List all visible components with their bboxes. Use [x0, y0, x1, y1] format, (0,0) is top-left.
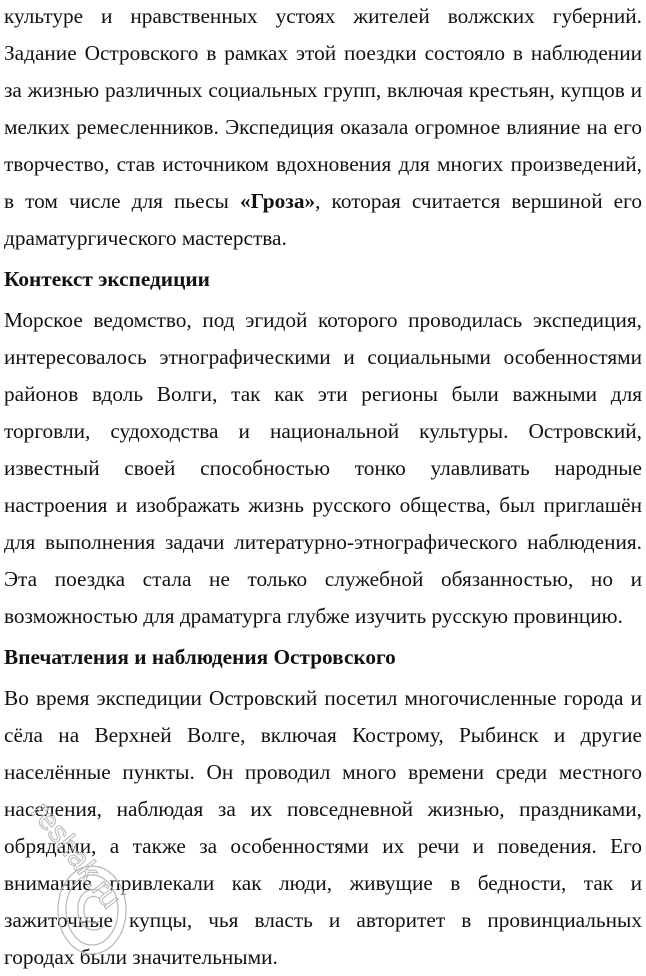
- section-paragraph-impressions: Во время экспедиции Островский посетил многочисленные города и сёла на Верхней Волге, включая Кострому, Рыбинск и другие населённые пункты. Он проводил много времени среди местного населения, наблюдая за их повседневной жизнью, праздниками, обрядами, а также за особенностями их речи и поведения. Его внимание привлекали как люди, живущие в бедности, так и зажиточные купцы, чья власть и авторитет в провинциальных городах были значительными.: [4, 686, 642, 969]
- section-heading-expedition-context: Контекст экспедиции: [4, 267, 210, 291]
- intro-paragraph: [4, 0, 642, 257]
- section-heading-impressions: Впечатления и наблюдения Островского: [4, 645, 396, 669]
- document-page: [4, 0, 642, 976]
- play-title-groza: «Гроза»: [239, 189, 316, 213]
- intro-text-after: , которая считается вершиной его драматургического мастерства.: [4, 189, 642, 250]
- section-paragraph-expedition-context: Морское ведомство, под эгидой которого проводилась экспедиция, интересовалось этнографическими и социальными особенностями районов вдоль Волги, так как эти регионы были важными для торговли, судоходства и национальной культуры. Островский, известный своей способностью тонко улавливать народные настроения и изображать жизнь русского общества, был приглашён для выполнения задачи литературно-этнографического наблюдения. Эта поездка стала не только служебной обязанностью, но и возможностью для драматурга глубже изучить русскую провинцию.: [4, 308, 642, 628]
- watermark-text: reshak.ru: [24, 795, 128, 915]
- intro-text-before: культуре и нравственных устоях жителей волжских губерний. Задание Островского в рамках этой поездки состояло в наблюдении за жизнью различных социальных групп, включая крестьян, купцов и мелких ремесленников. Экспедиция оказала огромное влияние на его творчество, став источником вдохновения для многих произведений, в том числе для пьесы: [4, 4, 642, 213]
